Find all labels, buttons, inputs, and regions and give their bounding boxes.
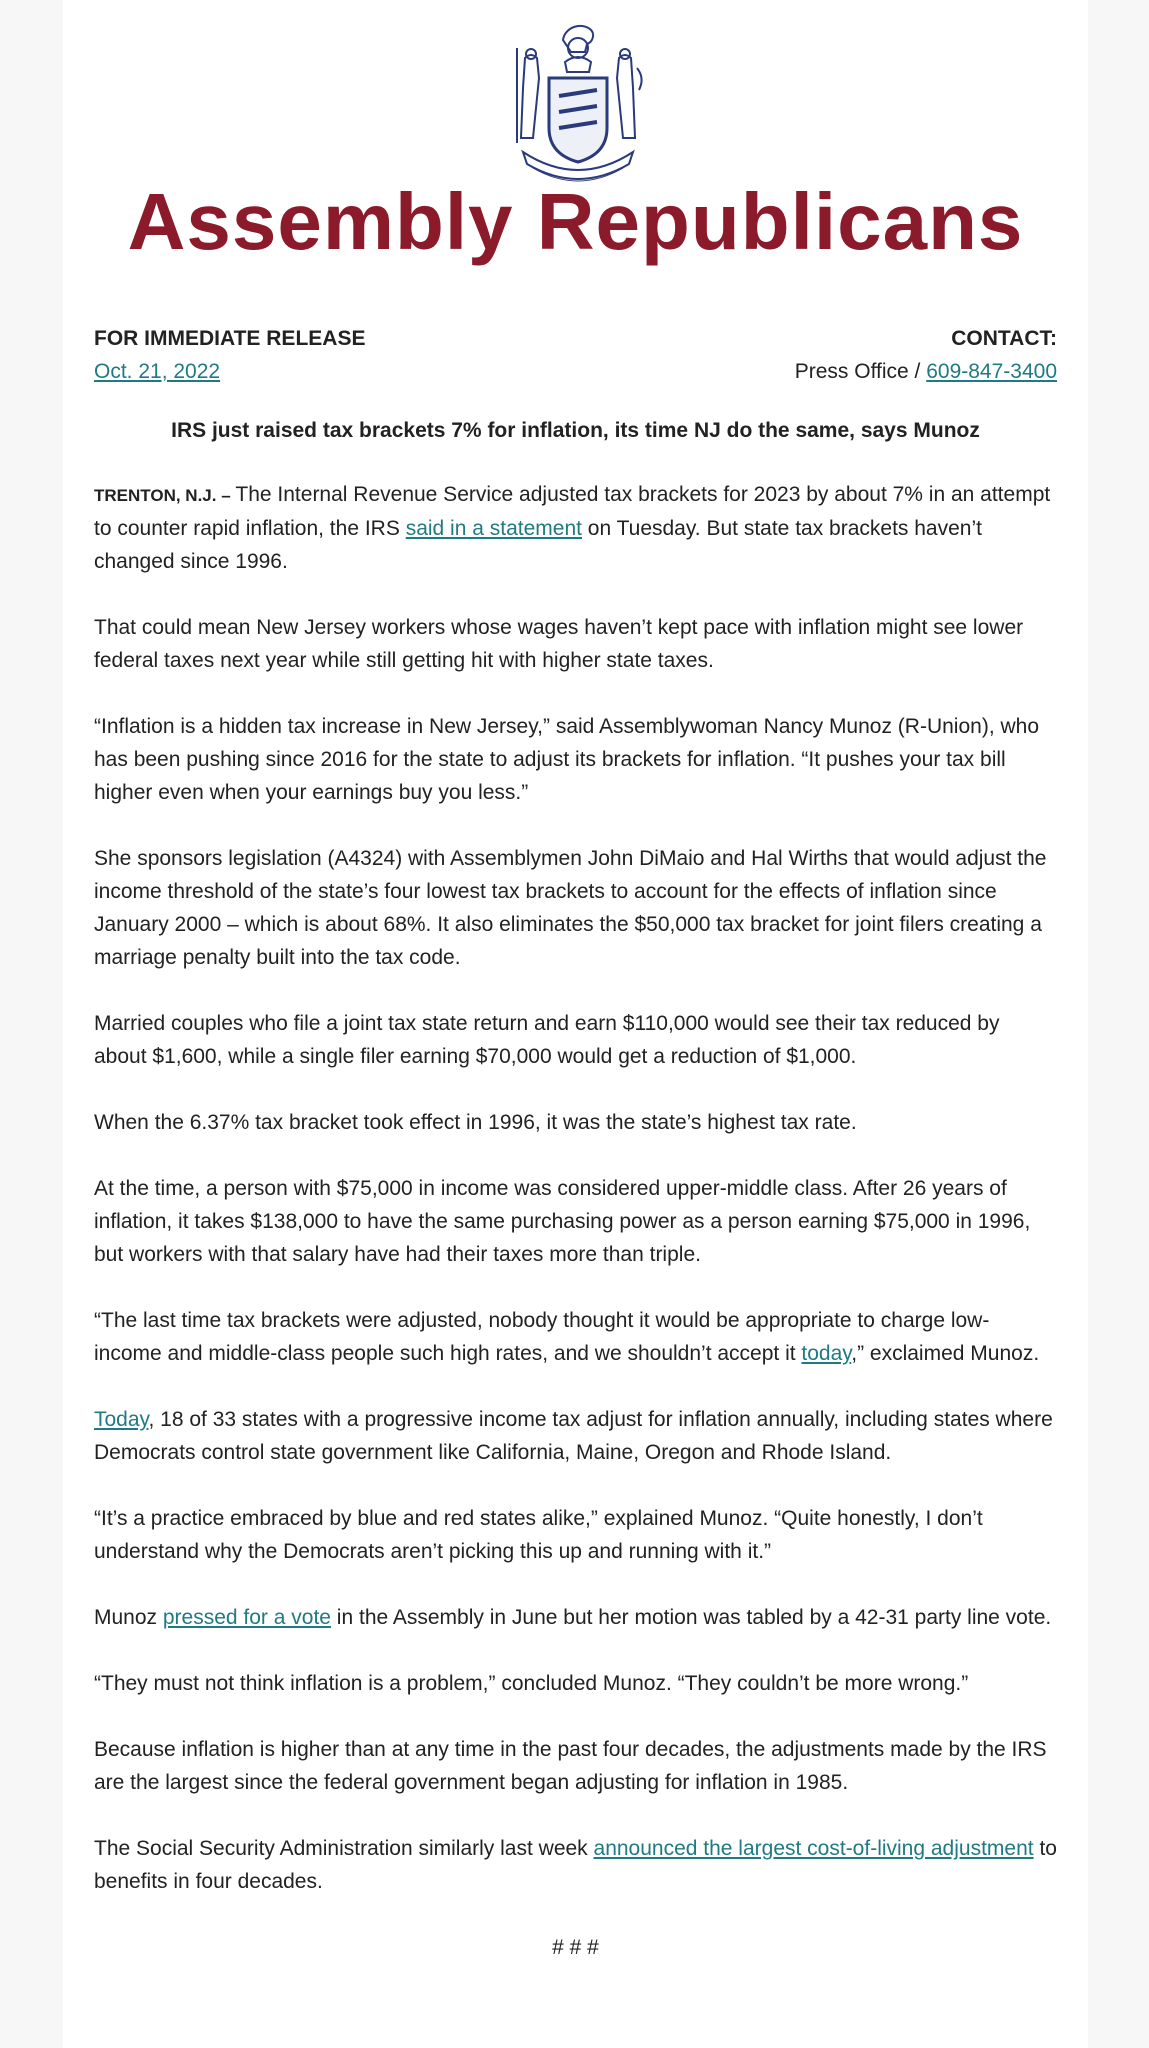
letterhead	[63, 0, 1088, 300]
paragraph-3: “Inflation is a hidden tax increase in New Jersey,” said Assemblywoman Nancy Munoz (R-Union), who has been pushing since 2016 for the state to adjust its brackets for inflation. “It pushes your tax bill higher even when your earnings buy you less.”	[94, 715, 1040, 804]
nj-state-seal-icon	[503, 18, 653, 182]
release-left	[94, 322, 365, 388]
p11-text-a: Munoz	[94, 1606, 163, 1629]
p1-text-a: The Internal Revenue Service adjusted tax brackets for 2023 by about 7% in an attempt to counter rapid inflation, the IRS	[94, 483, 1051, 540]
article-title: IRS just raised tax brackets 7% for inflation, its time NJ do the same, says Munoz	[171, 419, 980, 442]
paragraph-9	[94, 1403, 1057, 1469]
release-info	[94, 322, 1057, 388]
paragraph-6: When the 6.37% tax bracket took effect in 1996, it was the state’s highest tax rate.	[94, 1111, 857, 1134]
paragraph-8	[94, 1304, 1057, 1370]
p9-text-b: , 18 of 33 states with a progressive income tax adjust for inflation annually, including states where Democrats control state government like California, Maine, Oregon and Rhode Island.	[94, 1408, 1053, 1464]
p8-text-a: “The last time tax brackets were adjusted, nobody thought it would be appropriate to charge low-income and middle-class people such high rates, and we shouldn’t accept it	[94, 1309, 990, 1365]
paragraph-2: That could mean New Jersey workers whose wages haven’t kept pace with inflation might see lower federal taxes next year while still getting hit with higher state taxes.	[94, 616, 1024, 672]
contact-line	[795, 355, 1057, 388]
paragraph-5: Married couples who file a joint tax state return and earn $110,000 would see their tax reduced by about $1,600, while a single filer earning $70,000 would get a reduction of $1,000.	[94, 1012, 1000, 1068]
article-body	[94, 478, 1057, 1997]
org-wordmark: Assembly Republicans	[127, 177, 1024, 266]
p11-text-b: in the Assembly in June but her motion was tabled by a 42-31 party line vote.	[330, 1606, 1052, 1629]
end-mark: # # #	[552, 1936, 599, 1959]
p8-text-b: ,” exclaimed Munoz.	[851, 1342, 1040, 1365]
cola-link[interactable]: announced the largest cost-of-living adjustment	[593, 1837, 1034, 1860]
press-release-page	[63, 0, 1088, 2048]
paragraph-7: At the time, a person with $75,000 in income was considered upper-middle class. After 26 years of inflation, it takes $138,000 to have the same purchasing power as a person earning $75,000 in 1996, but workers with that salary have had their taxes more than triple.	[94, 1177, 1031, 1266]
p14-text-b: to benefits in four decades.	[94, 1837, 1057, 1893]
release-date-link[interactable]: Oct. 21, 2022	[94, 360, 221, 383]
contact-info	[795, 322, 1057, 388]
paragraph-4: She sponsors legislation (A4324) with Assemblymen John DiMaio and Hal Wirths that would adjust the income threshold of the state’s four lowest tax brackets to account for the effects of inflation since January 2000 – which is about 68%. It also eliminates the $50,000 tax bracket for joint filers creating a marriage penalty built into the tax code.	[94, 847, 1047, 969]
statement-link[interactable]: said in a statement	[405, 517, 582, 540]
paragraph-14	[94, 1832, 1057, 1898]
today-link[interactable]: today	[801, 1342, 852, 1365]
paragraph-10: “It’s a practice embraced by blue and red states alike,” explained Munoz. “Quite honestly, I don’t understand why the Democrats aren’t picking this up and running with it.”	[94, 1507, 983, 1563]
paragraph-12: “They must not think inflation is a problem,” concluded Munoz. “They couldn’t be more wrong.”	[94, 1672, 969, 1695]
today-states-link[interactable]: Today	[94, 1408, 149, 1431]
p1-text-b: on Tuesday. But state tax brackets haven’t changed since 1996.	[94, 517, 982, 573]
p14-text-a: The Social Security Administration similarly last week	[94, 1837, 594, 1860]
paragraph-1	[94, 478, 1057, 578]
paragraph-11	[94, 1601, 1057, 1634]
contact-label: CONTACT:	[951, 327, 1057, 350]
contact-prefix: Press Office /	[794, 360, 927, 383]
paragraph-13: Because inflation is higher than at any time in the past four decades, the adjustments made by the IRS are the largest since the federal government began adjusting for inflation in 1985.	[94, 1738, 1047, 1794]
vote-link[interactable]: pressed for a vote	[162, 1606, 331, 1629]
dateline: TRENTON, N.J. –	[94, 486, 236, 505]
release-label: FOR IMMEDIATE RELEASE	[94, 327, 366, 350]
phone-link[interactable]: 609-847-3400	[926, 360, 1057, 383]
